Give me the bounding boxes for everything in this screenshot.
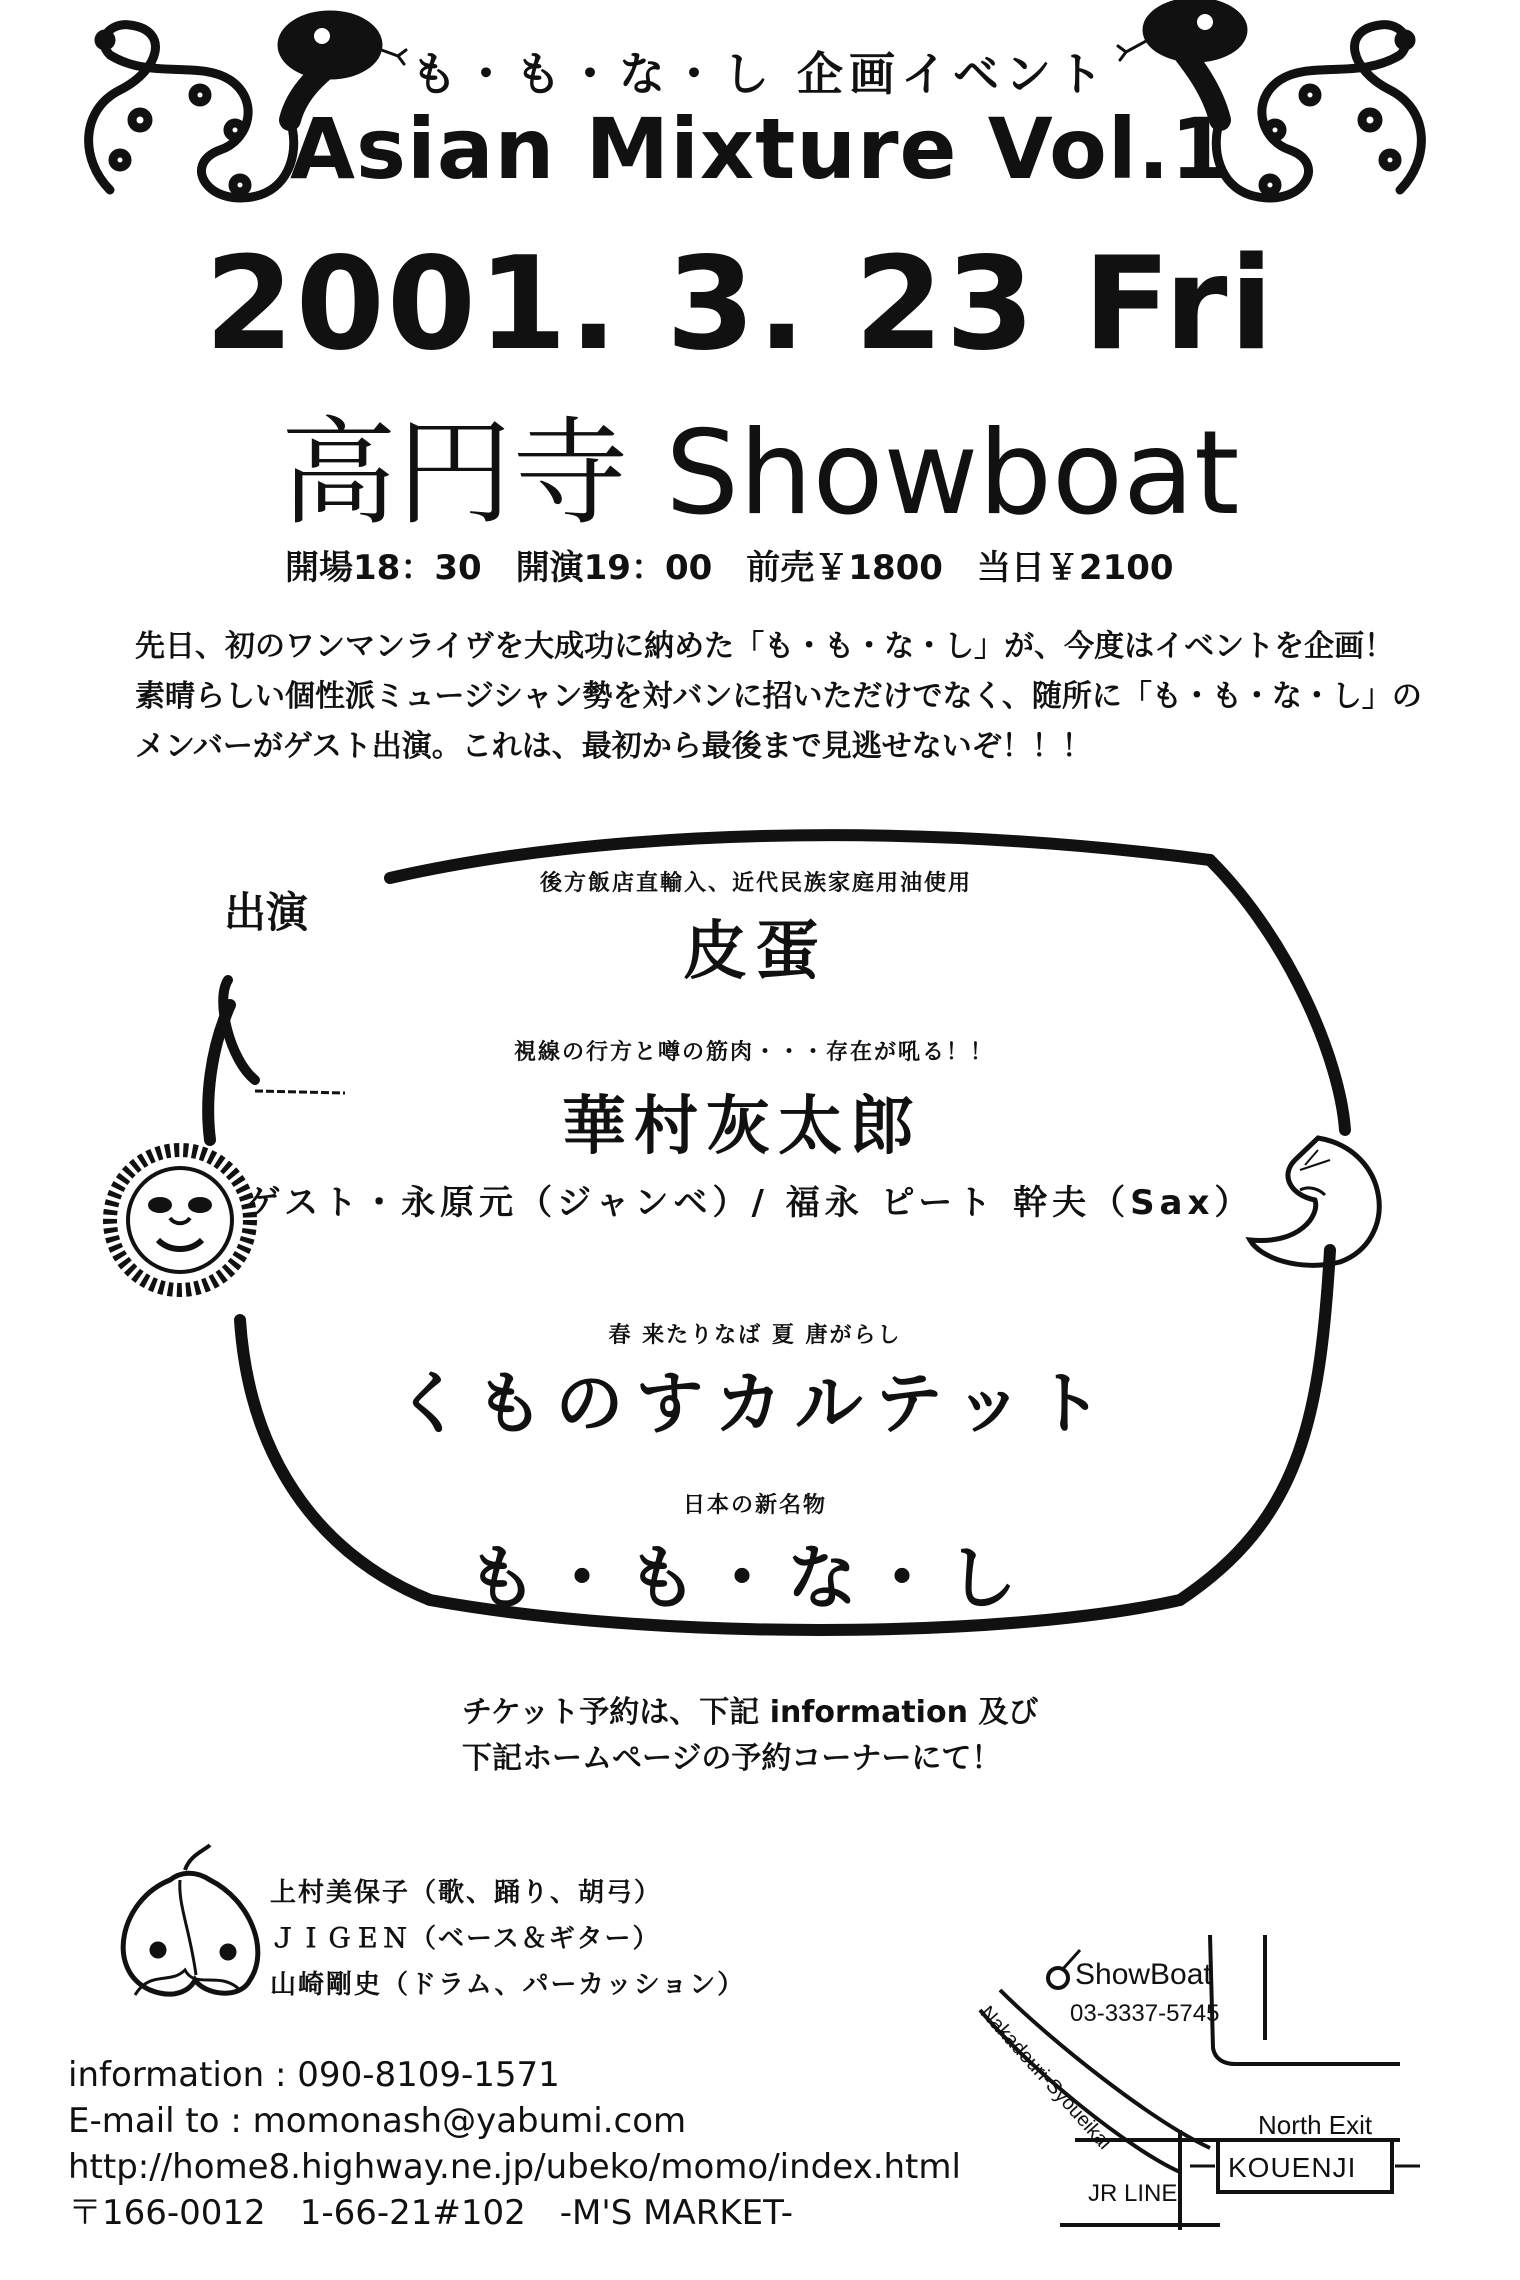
time-price-line <box>285 540 1174 589</box>
act-name: 皮蛋 <box>683 915 827 989</box>
open-time: 開場18：30 <box>285 548 482 588</box>
act-guests: ゲスト・永原元（ジャンベ）/ 福永 ピート 幹夫（Sax） <box>246 1183 1254 1223</box>
act-catchphrase: 視線の行方と噂の筋肉・・・存在が吼る！！ <box>513 1040 994 1065</box>
intro-line: 素晴らしい個性派ミュージシャン勢を対バンに招いただけでなく、随所に「も・も・な・し」の <box>135 679 1422 714</box>
map-phone-label: 03-3337-5745 <box>1070 2000 1220 2027</box>
event-date: 2001. 3. 23 Fri <box>204 230 1276 379</box>
ticket-note-line: チケット予約は、下記 information 及び <box>462 1695 1039 1730</box>
act-catchphrase: 日本の新名物 <box>682 1493 827 1518</box>
intro-line: メンバーがゲスト出演。これは、最初から最後まで見逃せないぞ！！！ <box>135 729 1092 764</box>
ticket-note <box>462 1690 1038 1782</box>
intro-text <box>135 622 1422 772</box>
contact-block <box>68 2052 961 2236</box>
act-catchphrase: 後方飯店直輸入、近代民族家庭用油使用 <box>539 871 972 896</box>
member-item: 山崎剛史（ドラム、パーカッション） <box>270 1970 746 2000</box>
map-exit-label: North Exit <box>1258 2110 1373 2140</box>
member-list <box>270 1870 745 2008</box>
info-phone: information : 090-8109-1571 <box>68 2055 560 2095</box>
email-link[interactable]: E-mail to : momonash@yabumi.com <box>68 2101 687 2141</box>
ticket-note-line: 下記ホームページの予約コーナーにて！ <box>462 1741 1002 1776</box>
peach-icon <box>123 1845 258 1995</box>
act-name: 華村灰太郎 <box>562 1090 922 1164</box>
postal-address: 〒166-0012 1-66-21#102 -M'S MARKET- <box>68 2193 794 2233</box>
act-name: くものすカルテット <box>395 1365 1115 1444</box>
door-price: 当日￥2100 <box>976 548 1174 588</box>
homepage-link[interactable]: http://home8.highway.ne.jp/ubeko/momo/index.html <box>68 2147 961 2187</box>
map-station-label: KOUENJI <box>1228 2152 1357 2183</box>
advance-price: 前売￥1800 <box>746 548 943 588</box>
start-time: 開演19：00 <box>515 548 713 588</box>
event-title: Asian Mixture Vol.1 <box>290 100 1230 198</box>
act-catchphrase: 春 来たりなば 夏 唐がらし <box>608 1323 902 1348</box>
intro-line: 先日、初のワンマンライヴを大成功に納めた「も・も・な・し」が、今度はイベントを企画！ <box>135 629 1395 664</box>
map-street-label: Nakadouri-Syoueikai <box>975 2002 1116 2154</box>
lineup-heading: 出演 <box>224 888 309 937</box>
member-item: 上村美保子（歌、踊り、胡弓） <box>270 1878 663 1908</box>
act-name: も・も・な・し <box>467 1537 1027 1619</box>
map-line-label: JR LINE <box>1088 2180 1178 2207</box>
map-venue-label: ShowBoat <box>1075 1958 1212 1991</box>
member-item: ＪＩＧＥＮ（ベース＆ギター） <box>270 1924 661 1954</box>
event-organizer: も・も・な・し 企画イベント <box>410 47 1109 101</box>
venue-name: 高円寺 Showboat <box>280 406 1240 541</box>
